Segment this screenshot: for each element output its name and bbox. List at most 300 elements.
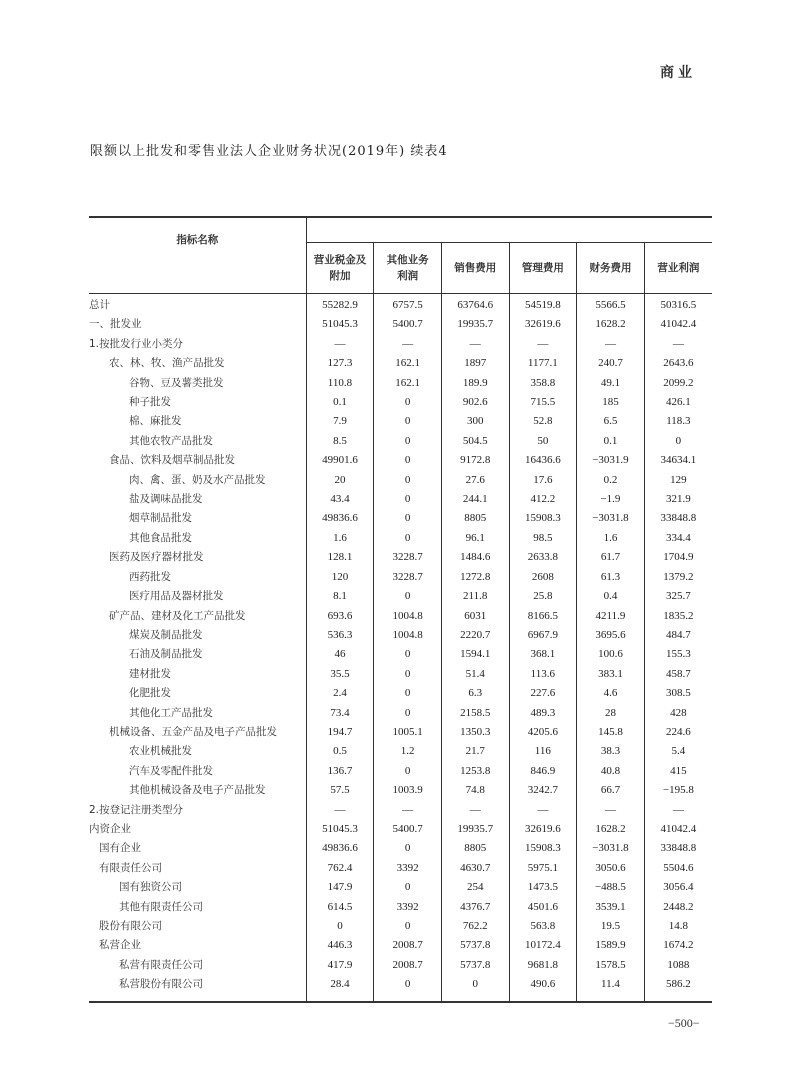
cell-value: 0 xyxy=(374,917,442,936)
cell-value: 4630.7 xyxy=(441,859,509,878)
row-label: 国有独资公司 xyxy=(119,881,182,894)
cell-value: 38.3 xyxy=(577,742,645,761)
cell-value: 35.5 xyxy=(306,665,374,684)
cell-value: 0 xyxy=(374,839,442,858)
cell-value: 762.2 xyxy=(441,917,509,936)
cell-value: 334.4 xyxy=(644,529,712,548)
cell-value: 254 xyxy=(441,878,509,897)
cell-value: 1589.9 xyxy=(577,936,645,955)
cell-value: 3392 xyxy=(374,859,442,878)
table-body xyxy=(89,294,712,1002)
column-header-line: 管理费用 xyxy=(521,262,564,274)
cell-value: 113.6 xyxy=(509,665,577,684)
cell-value: 3050.6 xyxy=(577,859,645,878)
cell-value: 2099.2 xyxy=(644,374,712,393)
row-label: 煤炭及制品批发 xyxy=(129,628,203,641)
cell-value: 5566.5 xyxy=(577,294,645,316)
cell-value: −3031.9 xyxy=(577,451,645,470)
column-header xyxy=(509,243,577,294)
cell-value: 116 xyxy=(509,742,577,761)
cell-value: 66.7 xyxy=(577,781,645,800)
cell-value: 28.4 xyxy=(306,975,374,1001)
cell-value: 484.7 xyxy=(644,626,712,645)
cell-value: — xyxy=(644,801,712,820)
cell-value: 25.8 xyxy=(509,587,577,606)
cell-value: 5737.8 xyxy=(441,936,509,955)
row-label: 2.按登记注册类型分 xyxy=(89,803,184,816)
row-label: 其他农牧产品批发 xyxy=(129,434,213,447)
cell-value: 846.9 xyxy=(509,762,577,781)
table-row xyxy=(89,801,712,820)
column-header xyxy=(306,243,374,294)
cell-value: 6967.9 xyxy=(509,626,577,645)
cell-value: 693.6 xyxy=(306,607,374,626)
cell-value: 715.5 xyxy=(509,393,577,412)
table-row xyxy=(89,335,712,354)
cell-value: 0 xyxy=(306,917,374,936)
cell-value: 1004.8 xyxy=(374,626,442,645)
cell-value: — xyxy=(306,801,374,820)
cell-value: 51045.3 xyxy=(306,820,374,839)
table-row xyxy=(89,587,712,606)
table-row xyxy=(89,432,712,451)
cell-value: 2008.7 xyxy=(374,956,442,975)
cell-value: 536.3 xyxy=(306,626,374,645)
table-row xyxy=(89,548,712,567)
table-row xyxy=(89,568,712,587)
cell-value: 2608 xyxy=(509,568,577,587)
table-row xyxy=(89,626,712,645)
cell-value: 300 xyxy=(441,412,509,431)
table-row xyxy=(89,471,712,490)
row-label: 国有企业 xyxy=(99,842,141,855)
cell-value: 33848.8 xyxy=(644,839,712,858)
cell-value: 415 xyxy=(644,762,712,781)
cell-value: 428 xyxy=(644,704,712,723)
cell-value: 0 xyxy=(644,432,712,451)
row-label: 机械设备、五金产品及电子产品批发 xyxy=(109,725,277,738)
cell-value: 8.1 xyxy=(306,587,374,606)
table-row xyxy=(89,645,712,664)
cell-value: −3031.8 xyxy=(577,509,645,528)
row-label: 1.按批发行业小类分 xyxy=(89,337,184,350)
cell-value: 14.8 xyxy=(644,917,712,936)
cell-value: 902.6 xyxy=(441,393,509,412)
cell-value: 0.1 xyxy=(306,393,374,412)
cell-value: 20 xyxy=(306,471,374,490)
table-row xyxy=(89,936,712,955)
financial-table xyxy=(89,216,712,1003)
row-label: 种子批发 xyxy=(129,396,171,409)
cell-value: 145.8 xyxy=(577,723,645,742)
column-header-line: 利润 xyxy=(397,270,419,282)
cell-value: 28 xyxy=(577,704,645,723)
cell-value: 5400.7 xyxy=(374,315,442,334)
cell-value: 308.5 xyxy=(644,684,712,703)
table-row xyxy=(89,451,712,470)
cell-value: — xyxy=(644,335,712,354)
cell-value: −3031.8 xyxy=(577,839,645,858)
cell-value: 0 xyxy=(441,975,509,1001)
cell-value: 0 xyxy=(374,684,442,703)
table-row xyxy=(89,898,712,917)
cell-value: 458.7 xyxy=(644,665,712,684)
table-row xyxy=(89,781,712,800)
cell-value: 504.5 xyxy=(441,432,509,451)
cell-value: 21.7 xyxy=(441,742,509,761)
row-label: 西药批发 xyxy=(129,570,171,583)
row-label: 一、批发业 xyxy=(89,318,142,331)
cell-value: 49836.6 xyxy=(306,839,374,858)
cell-value: — xyxy=(441,801,509,820)
table-title: 限额以上批发和零售业法人企业财务状况(2019年) 续表4 xyxy=(90,144,448,159)
cell-value: 1897 xyxy=(441,354,509,373)
table-row xyxy=(89,704,712,723)
row-label: 总计 xyxy=(89,299,110,311)
cell-value: 2633.8 xyxy=(509,548,577,567)
cell-value: 1.2 xyxy=(374,742,442,761)
cell-value: 325.7 xyxy=(644,587,712,606)
cell-value: 1628.2 xyxy=(577,315,645,334)
cell-value: 19935.7 xyxy=(441,820,509,839)
cell-value: 446.3 xyxy=(306,936,374,955)
cell-value: 490.6 xyxy=(509,975,577,1001)
cell-value: — xyxy=(441,335,509,354)
table-row xyxy=(89,917,712,936)
row-label: 其他有限责任公司 xyxy=(119,900,203,913)
cell-value: 6.3 xyxy=(441,684,509,703)
cell-value: 1704.9 xyxy=(644,548,712,567)
cell-value: 240.7 xyxy=(577,354,645,373)
cell-value: −195.8 xyxy=(644,781,712,800)
column-header xyxy=(374,243,442,294)
cell-value: 1177.1 xyxy=(509,354,577,373)
cell-value: 489.3 xyxy=(509,704,577,723)
cell-value: 227.6 xyxy=(509,684,577,703)
cell-value: 0 xyxy=(374,451,442,470)
table-row xyxy=(89,315,712,334)
cell-value: 417.9 xyxy=(306,956,374,975)
cell-value: 1484.6 xyxy=(441,548,509,567)
cell-value: 129 xyxy=(644,471,712,490)
cell-value: 136.7 xyxy=(306,762,374,781)
cell-value: 1350.3 xyxy=(441,723,509,742)
cell-value: 614.5 xyxy=(306,898,374,917)
row-label: 私营股份有限公司 xyxy=(89,975,306,1001)
cell-value: 194.7 xyxy=(306,723,374,742)
cell-value: 586.2 xyxy=(644,975,712,1001)
cell-value: 55282.9 xyxy=(306,294,374,316)
cell-value: 1003.9 xyxy=(374,781,442,800)
column-header xyxy=(644,243,712,294)
cell-value: 4.6 xyxy=(577,684,645,703)
table-row xyxy=(89,975,712,1001)
cell-value: −488.5 xyxy=(577,878,645,897)
cell-value: 49901.6 xyxy=(306,451,374,470)
cell-value: 32619.6 xyxy=(509,820,577,839)
cell-value: 98.5 xyxy=(509,529,577,548)
cell-value: 762.4 xyxy=(306,859,374,878)
row-label: 谷物、豆及薯类批发 xyxy=(129,376,224,389)
cell-value: 10172.4 xyxy=(509,936,577,955)
cell-value: 9172.8 xyxy=(441,451,509,470)
cell-value: 19935.7 xyxy=(441,315,509,334)
cell-value: 1628.2 xyxy=(577,820,645,839)
table-row xyxy=(89,878,712,897)
table-row xyxy=(89,490,712,509)
cell-value: 6.5 xyxy=(577,412,645,431)
cell-value: 4501.6 xyxy=(509,898,577,917)
cell-value: 33848.8 xyxy=(644,509,712,528)
cell-value: 2448.2 xyxy=(644,898,712,917)
cell-value: 6031 xyxy=(441,607,509,626)
cell-value: 32619.6 xyxy=(509,315,577,334)
column-header xyxy=(577,243,645,294)
cell-value: 0.4 xyxy=(577,587,645,606)
row-label: 建材批发 xyxy=(129,667,171,680)
cell-value: 57.5 xyxy=(306,781,374,800)
cell-value: 1.6 xyxy=(577,529,645,548)
running-head: 商业 xyxy=(660,65,696,81)
cell-value: 96.1 xyxy=(441,529,509,548)
row-label: 肉、禽、蛋、奶及水产品批发 xyxy=(129,473,266,486)
table-row xyxy=(89,956,712,975)
row-label: 有限责任公司 xyxy=(99,861,162,874)
cell-value: 0 xyxy=(374,665,442,684)
cell-value: 2.4 xyxy=(306,684,374,703)
cell-value: 17.6 xyxy=(509,471,577,490)
cell-value: 0 xyxy=(374,975,442,1001)
table-row xyxy=(89,859,712,878)
table-row xyxy=(89,509,712,528)
cell-value: 0 xyxy=(374,509,442,528)
cell-value: 3392 xyxy=(374,898,442,917)
cell-value: 1674.2 xyxy=(644,936,712,955)
cell-value: 5975.1 xyxy=(509,859,577,878)
header-indicator-name: 指标名称 xyxy=(176,233,219,246)
cell-value: 162.1 xyxy=(374,374,442,393)
cell-value: 0 xyxy=(374,432,442,451)
cell-value: 368.1 xyxy=(509,645,577,664)
cell-value: 224.6 xyxy=(644,723,712,742)
cell-value: 0.2 xyxy=(577,471,645,490)
page-number: −500− xyxy=(668,1016,700,1030)
cell-value: 2220.7 xyxy=(441,626,509,645)
cell-value: 0 xyxy=(374,393,442,412)
cell-value: 0 xyxy=(374,471,442,490)
cell-value: 120 xyxy=(306,568,374,587)
row-label: 医药及医疗器材批发 xyxy=(109,551,204,564)
column-header-line: 营业利润 xyxy=(657,262,700,274)
cell-value: 1005.1 xyxy=(374,723,442,742)
cell-value: 3242.7 xyxy=(509,781,577,800)
cell-value: 128.1 xyxy=(306,548,374,567)
cell-value: 0 xyxy=(374,704,442,723)
table-row xyxy=(89,742,712,761)
cell-value: 49.1 xyxy=(577,374,645,393)
cell-value: 1473.5 xyxy=(509,878,577,897)
cell-value: 8805 xyxy=(441,839,509,858)
row-label: 股份有限公司 xyxy=(99,920,162,932)
column-header-line: 销售费用 xyxy=(454,262,497,274)
cell-value: — xyxy=(374,801,442,820)
cell-value: 5504.6 xyxy=(644,859,712,878)
table-row xyxy=(89,762,712,781)
cell-value: 15908.3 xyxy=(509,839,577,858)
cell-value: 4376.7 xyxy=(441,898,509,917)
cell-value: 1835.2 xyxy=(644,607,712,626)
table-row xyxy=(89,393,712,412)
table-row xyxy=(89,839,712,858)
header-blank-span xyxy=(306,217,712,243)
cell-value: 1004.8 xyxy=(374,607,442,626)
cell-value: 1253.8 xyxy=(441,762,509,781)
cell-value: 1.6 xyxy=(306,529,374,548)
cell-value: 1594.1 xyxy=(441,645,509,664)
cell-value: 0 xyxy=(374,762,442,781)
cell-value: 8166.5 xyxy=(509,607,577,626)
row-label: 石油及制品批发 xyxy=(129,648,203,661)
cell-value: — xyxy=(306,335,374,354)
cell-value: 9681.8 xyxy=(509,956,577,975)
cell-value: 2158.5 xyxy=(441,704,509,723)
cell-value: 100.6 xyxy=(577,645,645,664)
table-row xyxy=(89,665,712,684)
cell-value: 40.8 xyxy=(577,762,645,781)
cell-value: 155.3 xyxy=(644,645,712,664)
cell-value: 54519.8 xyxy=(509,294,577,316)
cell-value: 19.5 xyxy=(577,917,645,936)
cell-value: 189.9 xyxy=(441,374,509,393)
cell-value: 127.3 xyxy=(306,354,374,373)
cell-value: 3056.4 xyxy=(644,878,712,897)
cell-value: 321.9 xyxy=(644,490,712,509)
table-row xyxy=(89,684,712,703)
row-label: 其他食品批发 xyxy=(129,531,192,544)
column-header-line: 其他业务 xyxy=(386,254,429,266)
row-label: 农、林、牧、渔产品批发 xyxy=(109,357,225,370)
row-label: 棉、麻批发 xyxy=(129,415,182,428)
cell-value: 0 xyxy=(374,529,442,548)
cell-value: 16436.6 xyxy=(509,451,577,470)
cell-value: 0 xyxy=(374,878,442,897)
column-header-line: 附加 xyxy=(329,270,351,282)
cell-value: 110.8 xyxy=(306,374,374,393)
row-label: 医疗用品及器材批发 xyxy=(129,590,224,603)
table-row xyxy=(89,374,712,393)
cell-value: 61.3 xyxy=(577,568,645,587)
cell-value: 147.9 xyxy=(306,878,374,897)
cell-value: 52.8 xyxy=(509,412,577,431)
cell-value: 244.1 xyxy=(441,490,509,509)
cell-value: 5737.8 xyxy=(441,956,509,975)
cell-value: — xyxy=(577,335,645,354)
row-label: 其他化工产品批发 xyxy=(129,706,213,719)
column-header xyxy=(441,243,509,294)
cell-value: 51045.3 xyxy=(306,315,374,334)
cell-value: 5.4 xyxy=(644,742,712,761)
cell-value: 1578.5 xyxy=(577,956,645,975)
cell-value: 4205.6 xyxy=(509,723,577,742)
cell-value: 118.3 xyxy=(644,412,712,431)
cell-value: 0.5 xyxy=(306,742,374,761)
cell-value: 0 xyxy=(374,587,442,606)
table-row xyxy=(89,820,712,839)
row-label: 汽车及零配件批发 xyxy=(129,764,213,777)
row-label: 其他机械设备及电子产品批发 xyxy=(129,784,266,797)
cell-value: 73.4 xyxy=(306,704,374,723)
cell-value: 5400.7 xyxy=(374,820,442,839)
cell-value: 2643.6 xyxy=(644,354,712,373)
row-label: 私营有限责任公司 xyxy=(119,958,203,971)
cell-value: 43.4 xyxy=(306,490,374,509)
cell-value: 8805 xyxy=(441,509,509,528)
cell-value: 41042.4 xyxy=(644,820,712,839)
cell-value: 563.8 xyxy=(509,917,577,936)
cell-value: 27.6 xyxy=(441,471,509,490)
cell-value: 34634.1 xyxy=(644,451,712,470)
row-label: 盐及调味品批发 xyxy=(129,493,203,506)
column-header-line: 营业税金及 xyxy=(313,254,367,266)
table-row xyxy=(89,723,712,742)
cell-value: — xyxy=(374,335,442,354)
cell-value: 3228.7 xyxy=(374,568,442,587)
cell-value: 3539.1 xyxy=(577,898,645,917)
row-label: 私营企业 xyxy=(99,939,141,952)
cell-value: 41042.4 xyxy=(644,315,712,334)
cell-value: 1272.8 xyxy=(441,568,509,587)
cell-value: 0 xyxy=(374,645,442,664)
cell-value: 162.1 xyxy=(374,354,442,373)
cell-value: 0.1 xyxy=(577,432,645,451)
cell-value: 50 xyxy=(509,432,577,451)
cell-value: 412.2 xyxy=(509,490,577,509)
cell-value: 0 xyxy=(374,412,442,431)
table-row xyxy=(89,354,712,373)
cell-value: 3695.6 xyxy=(577,626,645,645)
row-label: 内资企业 xyxy=(89,822,131,835)
cell-value: 3228.7 xyxy=(374,548,442,567)
table-row xyxy=(89,412,712,431)
cell-value: 49836.6 xyxy=(306,509,374,528)
cell-value: 358.8 xyxy=(509,374,577,393)
row-label: 化肥批发 xyxy=(129,687,171,700)
cell-value: 74.8 xyxy=(441,781,509,800)
row-label: 农业机械批发 xyxy=(129,745,192,758)
cell-value: 50316.5 xyxy=(644,294,712,316)
cell-value: 7.9 xyxy=(306,412,374,431)
cell-value: 15908.3 xyxy=(509,509,577,528)
cell-value: 383.1 xyxy=(577,665,645,684)
cell-value: 51.4 xyxy=(441,665,509,684)
cell-value: 46 xyxy=(306,645,374,664)
table-row xyxy=(89,294,712,316)
row-label: 食品、饮料及烟草制品批发 xyxy=(109,454,235,467)
cell-value: 63764.6 xyxy=(441,294,509,316)
cell-value: 0 xyxy=(374,490,442,509)
table-row xyxy=(89,607,712,626)
cell-value: — xyxy=(577,801,645,820)
cell-value: 6757.5 xyxy=(374,294,442,316)
row-label: 烟草制品批发 xyxy=(129,512,192,525)
column-header-line: 财务费用 xyxy=(589,262,632,274)
cell-value: — xyxy=(509,801,577,820)
cell-value: 426.1 xyxy=(644,393,712,412)
cell-value: 4211.9 xyxy=(577,607,645,626)
cell-value: 211.8 xyxy=(441,587,509,606)
cell-value: — xyxy=(509,335,577,354)
cell-value: 185 xyxy=(577,393,645,412)
